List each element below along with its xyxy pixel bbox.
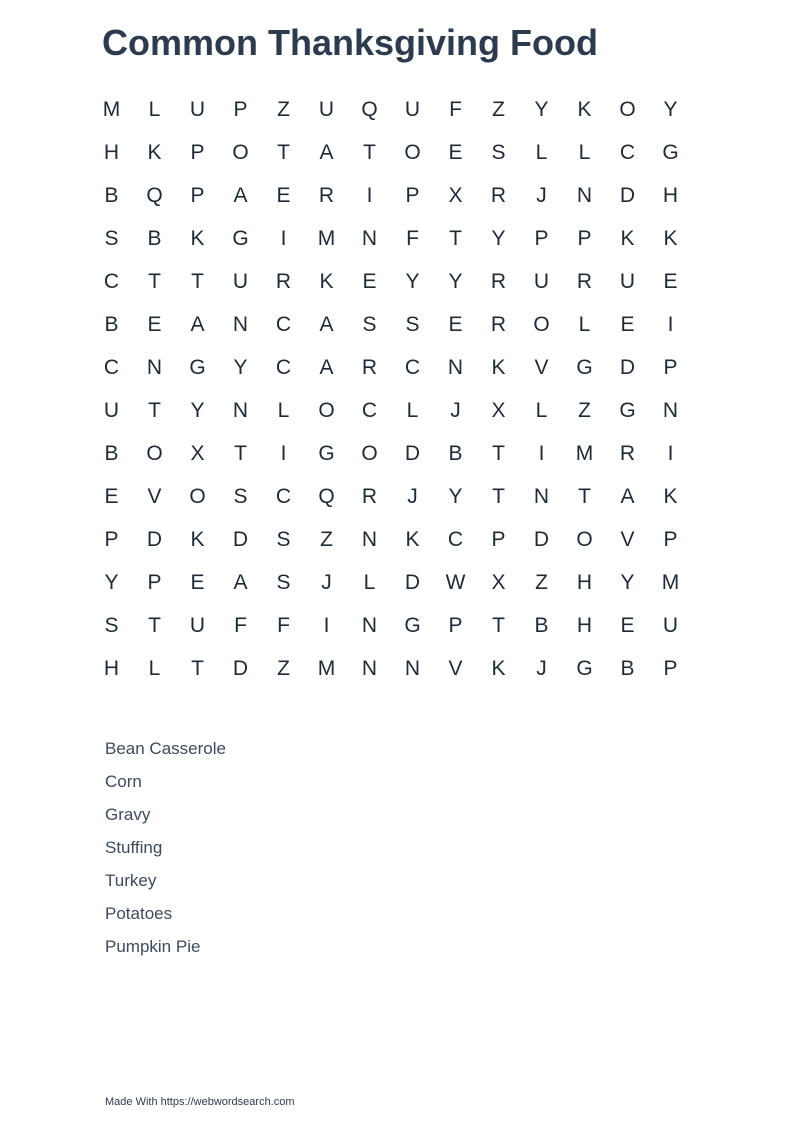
grid-letter: X [491,570,506,594]
grid-letter: I [667,441,674,465]
grid-letter: L [578,140,591,164]
grid-letter: T [492,484,505,508]
grid-letter: Y [491,226,506,250]
grid-letter: K [491,656,506,680]
grid-letter: C [447,527,464,551]
grid-letter: J [536,656,547,680]
grid-letter: R [318,183,335,207]
grid-letter: G [404,613,421,637]
grid-letter: H [103,140,120,164]
grid-letter: Z [277,97,290,121]
grid-letter: E [147,312,162,336]
grid-letter: T [363,140,376,164]
word-list-item: Potatoes [105,904,173,923]
grid-letter: A [319,312,334,336]
grid-letter: K [577,97,592,121]
grid-letter: I [667,312,674,336]
grid-row [90,260,692,303]
word-list-item: Turkey [105,871,157,890]
grid-letter: I [280,226,287,250]
grid-letter: Y [104,570,119,594]
grid-letter: K [405,527,420,551]
grid-letter: P [448,613,463,637]
grid-letter: P [104,527,119,551]
grid-letter: R [275,269,292,293]
grid-letter: R [361,355,378,379]
grid-letter: L [406,398,419,422]
grid-letter: B [104,312,119,336]
word-list [105,737,226,968]
grid-letter: Q [146,183,163,207]
grid-letter: V [534,355,549,379]
grid-letter: Y [190,398,205,422]
grid-letter: N [232,312,249,336]
grid-letter: H [576,613,593,637]
grid-row [90,647,692,690]
grid-letter: J [407,484,418,508]
grid-letter: O [232,140,249,164]
grid-letter: A [233,570,248,594]
grid-letter: P [534,226,549,250]
word-list-item: Stuffing [105,838,163,857]
grid-letter: N [361,656,378,680]
grid-letter: R [619,441,636,465]
grid-letter: D [533,527,550,551]
grid-letter: D [232,527,249,551]
grid-letter: S [233,484,248,508]
grid-letter: R [490,183,507,207]
grid-letter: F [234,613,247,637]
grid-letter: E [362,269,377,293]
grid-letter: E [620,312,635,336]
grid-letter: X [491,398,506,422]
grid-letter: O [533,312,550,336]
grid-letter: C [404,355,421,379]
grid-letter: C [619,140,636,164]
grid-letter: E [276,183,291,207]
grid-letter: K [491,355,506,379]
grid-row [90,88,692,131]
grid-letter: E [448,140,463,164]
grid-letter: P [663,527,678,551]
grid-letter: P [491,527,506,551]
grid-letter: D [619,183,636,207]
grid-letter: C [103,355,120,379]
grid-letter: S [104,226,119,250]
grid-letter: W [445,570,466,594]
grid-letter: P [190,140,205,164]
grid-letter: L [578,312,591,336]
grid-letter: N [361,527,378,551]
grid-letter: T [449,226,462,250]
grid-letter: V [147,484,162,508]
grid-letter: Z [578,398,591,422]
grid-letter: F [277,613,290,637]
grid-row [90,131,692,174]
grid-letter: K [620,226,635,250]
grid-letter: D [146,527,163,551]
grid-letter: B [104,183,119,207]
grid-letter: R [576,269,593,293]
grid-letter: T [191,656,204,680]
grid-letter: E [663,269,678,293]
grid-letter: K [190,527,205,551]
grid-letter: Z [320,527,333,551]
word-list-item: Pumpkin Pie [105,937,201,956]
grid-letter: N [146,355,163,379]
grid-letter: K [147,140,162,164]
grid-row [90,303,692,346]
grid-letter: O [318,398,335,422]
grid-letter: S [276,570,291,594]
grid-letter: A [233,183,248,207]
footer-credit: Made With https://webwordsearch.com [105,1096,295,1108]
grid-letter: U [103,398,120,422]
grid-letter: M [102,97,121,121]
grid-letter: H [662,183,679,207]
grid-letter: T [148,398,161,422]
grid-letter: U [662,613,679,637]
grid-letter: Q [361,97,378,121]
grid-letter: C [275,484,292,508]
grid-row [90,174,692,217]
grid-letter: K [663,484,678,508]
grid-letter: U [189,97,206,121]
grid-letter: T [191,269,204,293]
grid-letter: D [619,355,636,379]
grid-letter: K [663,226,678,250]
grid-letter: B [104,441,119,465]
grid-letter: G [576,656,593,680]
grid-letter: B [448,441,463,465]
grid-letter: A [190,312,205,336]
grid-row [90,475,692,518]
grid-letter: T [492,613,505,637]
grid-row [90,518,692,561]
grid-letter: G [232,226,249,250]
grid-letter: T [578,484,591,508]
grid-letter: P [663,656,678,680]
grid-letter: E [448,312,463,336]
grid-letter: D [404,441,421,465]
grid-row [90,561,692,604]
grid-row [90,432,692,475]
word-list-item: Corn [105,772,142,791]
letter-grid [90,88,692,690]
grid-letter: O [146,441,163,465]
grid-row [90,346,692,389]
grid-letter: T [148,613,161,637]
grid-letter: D [232,656,249,680]
grid-letter: G [619,398,636,422]
grid-letter: L [535,140,548,164]
grid-letter: P [233,97,248,121]
grid-row [90,389,692,432]
grid-letter: K [319,269,334,293]
grid-letter: M [317,656,336,680]
grid-letter: U [232,269,249,293]
grid-letter: P [405,183,420,207]
grid-letter: O [619,97,636,121]
grid-letter: L [535,398,548,422]
grid-letter: S [104,613,119,637]
grid-letter: R [490,269,507,293]
grid-letter: P [190,183,205,207]
grid-letter: P [577,226,592,250]
grid-letter: B [620,656,635,680]
grid-letter: Y [534,97,549,121]
grid-letter: A [319,355,334,379]
grid-letter: U [619,269,636,293]
grid-letter: I [366,183,373,207]
grid-letter: A [319,140,334,164]
grid-letter: S [362,312,377,336]
grid-letter: V [448,656,463,680]
grid-letter: H [103,656,120,680]
grid-letter: O [189,484,206,508]
grid-letter: B [534,613,549,637]
grid-letter: C [103,269,120,293]
grid-letter: T [492,441,505,465]
grid-letter: N [404,656,421,680]
grid-letter: S [491,140,506,164]
grid-letter: H [576,570,593,594]
grid-letter: K [190,226,205,250]
grid-letter: G [662,140,679,164]
grid-letter: C [361,398,378,422]
grid-letter: Y [620,570,635,594]
grid-letter: E [620,613,635,637]
word-list-item: Bean Casserole [105,739,226,758]
grid-letter: J [536,183,547,207]
grid-letter: I [538,441,545,465]
grid-letter: O [361,441,378,465]
grid-letter: L [148,656,161,680]
grid-letter: F [406,226,419,250]
grid-letter: U [189,613,206,637]
grid-letter: T [148,269,161,293]
grid-letter: L [148,97,161,121]
grid-letter: P [663,355,678,379]
word-list-item: Gravy [105,805,151,824]
grid-letter: T [277,140,290,164]
grid-row [90,604,692,647]
grid-letter: S [405,312,420,336]
grid-letter: A [620,484,635,508]
grid-letter: N [447,355,464,379]
grid-row [90,217,692,260]
grid-letter: E [104,484,119,508]
grid-letter: C [275,355,292,379]
grid-letter: G [318,441,335,465]
grid-letter: L [363,570,376,594]
grid-letter: X [448,183,463,207]
grid-letter: G [189,355,206,379]
grid-letter: B [147,226,162,250]
grid-letter: R [490,312,507,336]
grid-letter: O [576,527,593,551]
grid-letter: I [323,613,330,637]
grid-letter: Z [492,97,505,121]
grid-letter: D [404,570,421,594]
grid-letter: E [190,570,205,594]
grid-letter: Z [277,656,290,680]
grid-letter: R [361,484,378,508]
grid-letter: M [575,441,594,465]
grid-letter: Y [448,269,463,293]
grid-letter: N [533,484,550,508]
grid-letter: S [276,527,291,551]
grid-letter: Q [318,484,335,508]
page-title: Common Thanksgiving Food [102,22,598,63]
grid-letter: U [404,97,421,121]
grid-letter: U [533,269,550,293]
grid-letter: N [232,398,249,422]
grid-letter: P [147,570,162,594]
grid-letter: L [277,398,290,422]
grid-letter: U [318,97,335,121]
grid-letter: V [620,527,635,551]
grid-letter: C [275,312,292,336]
grid-letter: M [661,570,680,594]
grid-letter: Z [535,570,548,594]
grid-letter: J [450,398,461,422]
grid-letter: O [404,140,421,164]
grid-letter: G [576,355,593,379]
grid-letter: Y [233,355,248,379]
grid-letter: N [576,183,593,207]
grid-letter: F [449,97,462,121]
grid-letter: N [662,398,679,422]
grid-letter: J [321,570,332,594]
grid-letter: N [361,613,378,637]
grid-letter: T [234,441,247,465]
grid-letter: N [361,226,378,250]
grid-letter: Y [663,97,678,121]
grid-letter: Y [405,269,420,293]
grid-letter: Y [448,484,463,508]
grid-letter: M [317,226,336,250]
grid-letter: X [190,441,205,465]
grid-letter: I [280,441,287,465]
